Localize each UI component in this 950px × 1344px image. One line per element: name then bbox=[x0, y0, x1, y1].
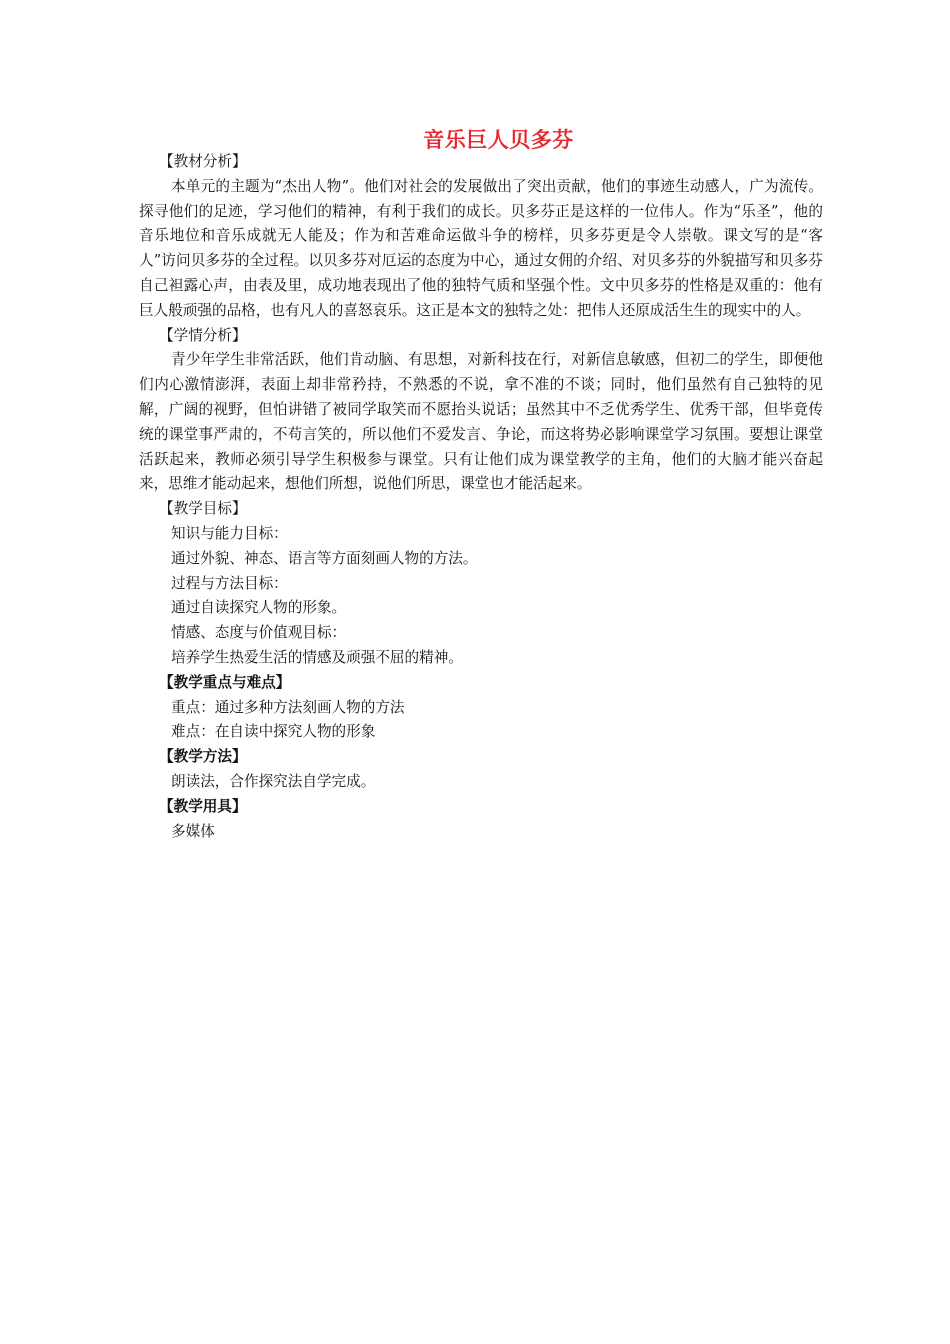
student-paragraph: 青少年学生非常活跃，他们肯动脑、有思想，对新科技在行，对新信息敏感，但初二的学生，即便他们内心激情澎湃，表面上却非常矜持，不熟悉的不说，拿不准的不谈；同时，他们虽然有自己独特的见解，广阔的视野，但怕讲错了被同学取笑而不愿抬头说话；虽然其中不乏优秀学生、优秀干部，但毕竟传统的课堂事严肃的，不苟言笑的，所以他们不爱发言、争论，而这将势必影响课堂学习氛围。要想让课堂活跃起来，教师必须引导学生积极参与课堂。只有让他们成为课堂教学的主角，他们的大脑才能兴奋起来，思维才能动起来，想他们所想，说他们所思，课堂也才能活起来。 bbox=[139, 351, 823, 493]
goal-item: 通过自读探究人物的形象。 bbox=[171, 599, 347, 617]
keypoint-item: 难点：在自读中探究人物的形象 bbox=[171, 723, 376, 741]
section-heading-method: 【教学方法】 bbox=[159, 748, 247, 766]
section-heading-tools: 【教学用具】 bbox=[159, 797, 247, 815]
method-text: 朗读法，合作探究法自学完成。 bbox=[171, 772, 376, 790]
section-heading-keypoints: 【教学重点与难点】 bbox=[159, 673, 291, 691]
goal-item: 情感、态度与价值观目标： bbox=[171, 624, 347, 642]
tools-text: 多媒体 bbox=[171, 822, 215, 840]
section-heading-analysis: 【教材分析】 bbox=[159, 153, 247, 170]
goal-item: 知识与能力目标： bbox=[171, 524, 288, 542]
goal-item: 过程与方法目标： bbox=[171, 574, 288, 592]
page-title: 音乐巨人贝多芬 bbox=[423, 128, 574, 152]
analysis-paragraph: 本单元的主题为“杰出人物”。他们对社会的发展做出了突出贡献，他们的事迹生动感人，广为流传。探寻他们的足迹，学习他们的精神，有利于我们的成长。贝多芬正是这样的一位伟人。作为“乐圣”，他的音乐地位和音乐成就无人能及；作为和苦难命运做斗争的榜样，贝多芬更是令人崇敬。课文写的是“客人”访问贝多芬的全过程。以贝多芬对厄运的态度为中心，通过女佣的介绍、对贝多芬的外貌描写和贝多芬自己袒露心声，由表及里，成功地表现出了他的独特气质和坚强个性。文中贝多芬的性格是双重的：他有巨人般顽强的品格，也有凡人的喜怒哀乐。这正是本文的独特之处：把伟人还原成活生生的现实中的人。 bbox=[139, 177, 823, 319]
goal-item: 培养学生热爱生活的情感及顽强不屈的精神。 bbox=[171, 648, 463, 666]
section-heading-goals: 【教学目标】 bbox=[159, 500, 247, 518]
document-body bbox=[139, 150, 823, 844]
section-heading-student: 【学情分析】 bbox=[159, 326, 247, 344]
keypoint-item: 重点：通过多种方法刻画人物的方法 bbox=[171, 698, 405, 716]
goal-item: 通过外貌、神态、语言等方面刻画人物的方法。 bbox=[171, 549, 478, 567]
